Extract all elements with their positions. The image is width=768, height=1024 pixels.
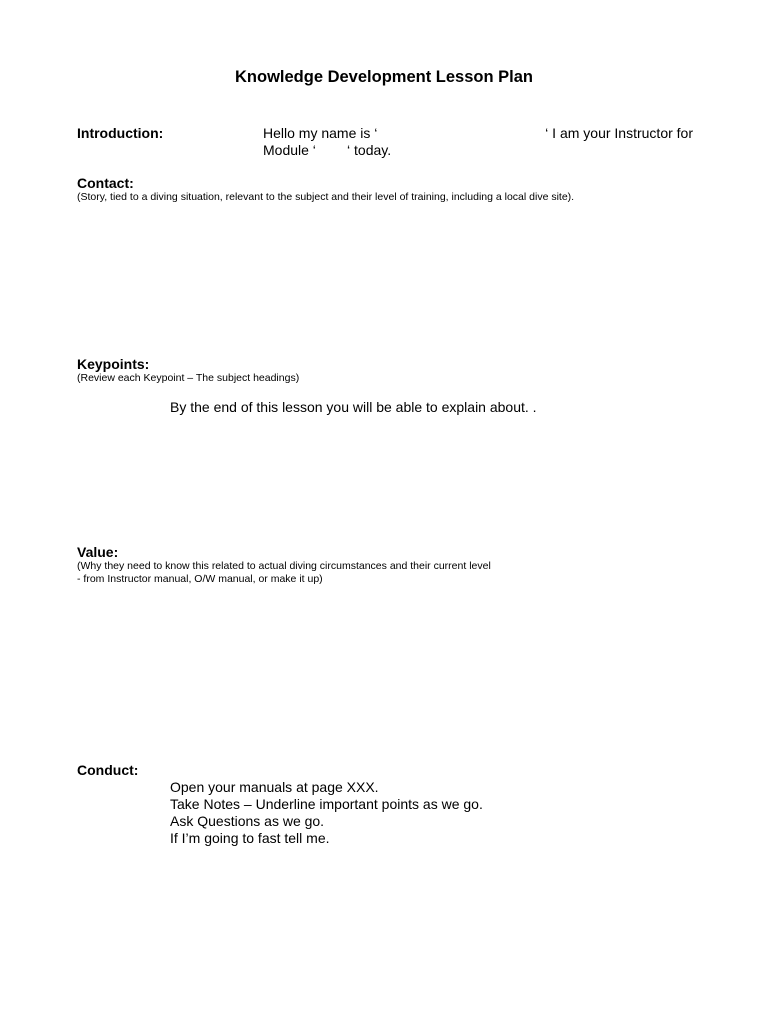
value-note-line-2: - from Instructor manual, O/W manual, or make it up) (77, 573, 323, 585)
value-note-line-1: (Why they need to know this related to actual diving circumstances and their current level (77, 560, 491, 572)
keypoints-note: (Review each Keypoint – The subject headings) (77, 372, 300, 384)
conduct-list (170, 779, 483, 847)
conduct-item: If I’m going to fast tell me. (170, 830, 330, 846)
conduct-item: Ask Questions as we go. (170, 813, 325, 829)
introduction-greeting: Hello my name is ‘ (263, 125, 378, 141)
introduction-line-1 (263, 125, 693, 142)
contact-note: (Story, tied to a diving situation, relevant to the subject and their level of training, including a local dive site). (77, 191, 575, 203)
introduction-line-2: Module ‘ ‘ today. (263, 142, 392, 158)
introduction-instructor-role: ‘ I am your Instructor for (545, 125, 693, 141)
keypoints-body: By the end of this lesson you will be able to explain about. . (170, 399, 537, 415)
conduct-item: Open your manuals at page XXX. (170, 779, 379, 795)
contact-heading: Contact: (77, 175, 134, 191)
keypoints-heading: Keypoints: (77, 356, 150, 372)
value-heading: Value: (77, 544, 119, 560)
conduct-heading: Conduct: (77, 762, 139, 778)
page-title: Knowledge Development Lesson Plan (235, 68, 533, 86)
introduction-heading: Introduction: (77, 125, 164, 141)
conduct-item: Take Notes – Underline important points as we go. (170, 796, 483, 812)
